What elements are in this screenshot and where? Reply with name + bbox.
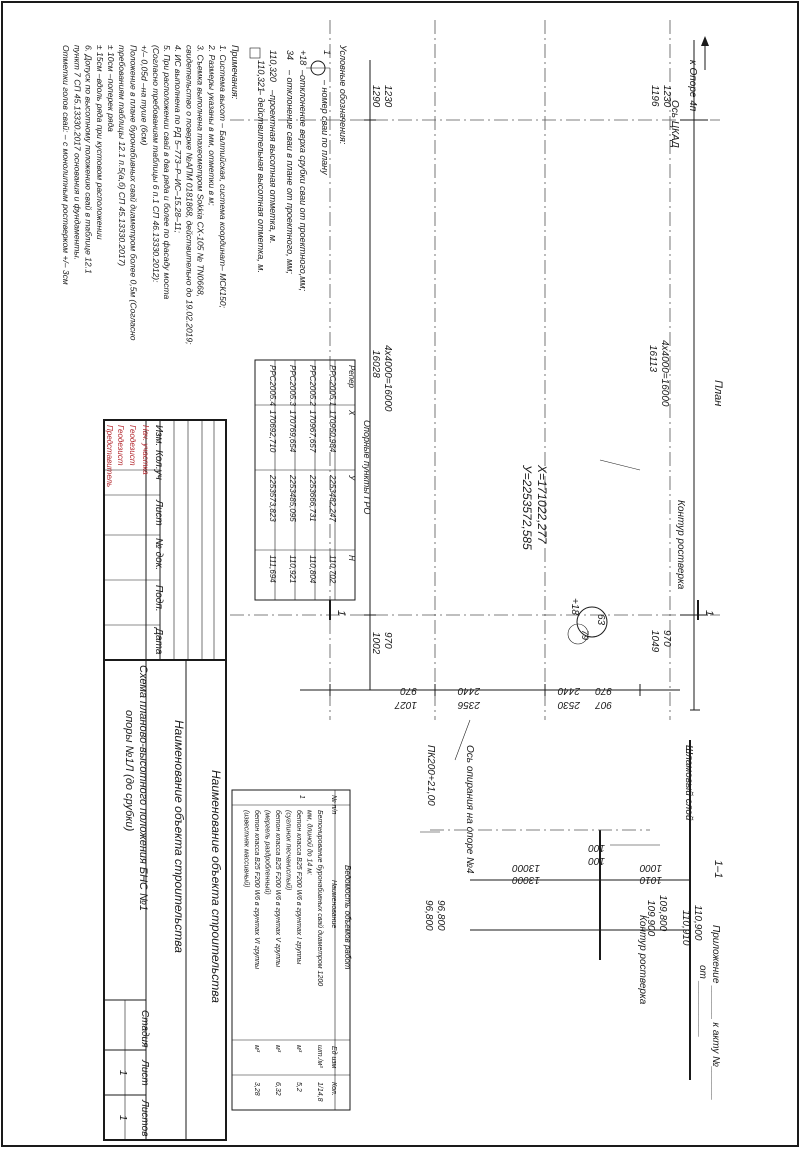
notes-lines bbox=[61, 44, 228, 345]
dimension-value: 2440 bbox=[557, 685, 580, 696]
table-cell: 170950,984 bbox=[328, 410, 337, 453]
works-line: (известняк массивный) bbox=[242, 810, 250, 888]
elevation-mid-act: 109,900 bbox=[645, 900, 656, 937]
elevation-bot-act: 96,800 bbox=[423, 900, 434, 931]
sheets-label: Листов bbox=[139, 1100, 150, 1137]
table-cell: 110,921 bbox=[288, 555, 297, 584]
table-cell: 2253573,823 bbox=[268, 475, 277, 522]
legend-symbol: 34 bbox=[285, 50, 295, 61]
table-cell: РРС2005.1 bbox=[328, 365, 337, 406]
note-line: требованиям таблицы 12.1 п.5(а,б) СП 45.13330.2017) bbox=[117, 45, 128, 267]
works-line: (мергель раздробленный) bbox=[263, 810, 271, 895]
dim-span-bot: 4х4000=16000 bbox=[382, 345, 393, 412]
works-qty: 3,28 bbox=[253, 1082, 260, 1096]
stamp-header: Изм. bbox=[153, 425, 164, 447]
section-title: 1–1 bbox=[712, 860, 724, 879]
legend-header: Условные обозначения: bbox=[338, 45, 348, 145]
works-line: мм, длиной до 14 м: bbox=[305, 810, 313, 875]
direction-arrow bbox=[701, 36, 709, 46]
elevation-top-proj: 110,900 bbox=[692, 905, 703, 941]
sheet-label: Лист bbox=[139, 1060, 150, 1086]
pk-label: ПК200+21,00 bbox=[425, 745, 436, 806]
legend-text: – отклонение сваи в плане от проектного, мм; bbox=[285, 70, 295, 274]
table-header: № п/п bbox=[330, 795, 337, 815]
table-cell: РРС2005.3 bbox=[288, 365, 297, 406]
title-block-frame bbox=[104, 420, 226, 1140]
axis-tsk-label: Ось ЦКАД bbox=[669, 100, 680, 148]
works-line: бетон класса В25 F200 W6 в грунтах I группы bbox=[295, 810, 302, 965]
legend-symbol: 110,320 bbox=[268, 50, 278, 82]
stamp-role: Представитель bbox=[105, 425, 114, 488]
title-block bbox=[104, 420, 226, 1140]
table-cell: РРС2005.4 bbox=[268, 365, 277, 406]
dim-span-bot-actual: 16028 bbox=[370, 350, 381, 378]
dimension-value: 907 bbox=[595, 699, 612, 710]
notes-header: Примечания: bbox=[230, 45, 240, 100]
legend-symbol: 1 bbox=[322, 50, 332, 56]
leader-line bbox=[600, 460, 640, 470]
coordinate-x: Х=171022,277 bbox=[535, 465, 549, 544]
table-cell: 2253485,095 bbox=[288, 475, 297, 522]
note-line: 6. Допуск по высотному положению свай в таблице 12.1 bbox=[83, 45, 94, 274]
table-header: Х bbox=[347, 410, 356, 416]
table-header: Наименование bbox=[330, 880, 337, 929]
sheet-value: 1 bbox=[117, 1070, 128, 1076]
stamp-role: Геодезист bbox=[116, 425, 125, 466]
works-unit: шт./м³ bbox=[316, 1045, 323, 1068]
dimension-value: 1230 bbox=[382, 85, 393, 108]
contour-label: Контур ростверка bbox=[675, 500, 686, 590]
legend-text: –проектная высотная отметка, м. bbox=[268, 90, 278, 244]
support-axis-label: Ось опирания на опоре №4 bbox=[464, 745, 475, 874]
sheets-value: 1 bbox=[117, 1115, 128, 1121]
appendix-from: от __________ bbox=[697, 965, 708, 1038]
pile-plan-deviation: 79 bbox=[580, 630, 590, 641]
dimension-value: 1230 bbox=[661, 85, 672, 108]
dimension-value: 100 bbox=[588, 842, 605, 853]
dimension-value: 1049 bbox=[649, 630, 660, 653]
note-line: (Согласно требованиям таблицы 6 п.1 СП 46.13330.2012): bbox=[150, 45, 161, 283]
works-table bbox=[232, 790, 352, 1110]
legend-symbol: 110,321 bbox=[256, 60, 266, 92]
reference-table bbox=[255, 360, 372, 600]
silt-layer-label: Шламовый слой bbox=[683, 745, 694, 821]
works-qty: 6,32 bbox=[274, 1082, 281, 1096]
note-line: 4. ИС выполнена по РД 5–773–Р–ИС–15.28–11; bbox=[173, 45, 184, 233]
table-cell: 170692,710 bbox=[268, 410, 277, 453]
appendix-text: Приложение ______ к акту №______ bbox=[710, 925, 721, 1101]
works-unit: м³ bbox=[253, 1045, 260, 1053]
pile-number: 63 bbox=[595, 614, 606, 626]
works-line: (суглинок песчанистый) bbox=[284, 810, 292, 891]
works-line: бетон класса В25 F200 W6 в грунтах VI группы bbox=[253, 810, 260, 970]
dimension-value: 2530 bbox=[557, 699, 580, 710]
section-mark-label: 1 bbox=[703, 610, 715, 617]
dim-span-top: 4х4000=16000 bbox=[659, 340, 670, 407]
table-cell: 1 bbox=[298, 795, 305, 799]
table-cell: РРС2005.2 bbox=[308, 365, 317, 406]
elevation-mid-proj: 109,800 bbox=[657, 895, 668, 932]
table-header: Н bbox=[347, 555, 356, 561]
legend-symbol: +18 bbox=[298, 50, 308, 66]
stamp-header: Подп. bbox=[153, 585, 164, 612]
stage-label: Стадия bbox=[139, 1010, 150, 1048]
works-line: Бетонирование буронабивных свай диаметром 1200 bbox=[316, 810, 323, 987]
table-cell: 110,804 bbox=[308, 555, 317, 584]
legend-text: – номер сваи по плану bbox=[320, 80, 330, 175]
dimension-value: 2440 bbox=[457, 685, 480, 696]
works-lines bbox=[243, 810, 325, 1102]
elevation-top-act: 110,910 bbox=[680, 910, 691, 946]
legend-text: –отклонение верха срубки сваи от проектного,мм; bbox=[298, 70, 308, 292]
elevation-bot-proj: 96,800 bbox=[435, 900, 446, 931]
coordinate-y: У=2253572,585 bbox=[520, 465, 534, 550]
note-line: ± 10см –поперек ряда bbox=[106, 45, 116, 132]
table-cell: 2253482,247 bbox=[328, 475, 337, 522]
stamp-header: Дата bbox=[153, 628, 164, 655]
object-name: Наименование объекта строительства bbox=[209, 770, 223, 1003]
works-line: бетон класса В25 F200 W6 в грунтах V группы bbox=[274, 810, 281, 968]
object-name: Наименование объекта строительства bbox=[172, 720, 186, 953]
pile-deviation: +18 bbox=[569, 598, 580, 615]
note-line: Отметки голов свай: – с монолитным ростверком +/– 3см bbox=[61, 45, 72, 285]
dimension-value: 1010 bbox=[639, 874, 662, 885]
table-cell: 170769,654 bbox=[288, 410, 297, 453]
table-header: Кол. bbox=[330, 1082, 337, 1096]
dimension-value: 13000 bbox=[512, 874, 540, 885]
dimension-value: 970 bbox=[595, 685, 612, 696]
stamp-header: Кол.уч bbox=[153, 450, 164, 480]
notes bbox=[61, 44, 240, 345]
dimension-value: 1027 bbox=[394, 699, 417, 710]
table-header: У bbox=[347, 475, 356, 481]
legend bbox=[250, 44, 348, 292]
dimension-value: 1002 bbox=[370, 632, 381, 655]
works-unit: м³ bbox=[274, 1045, 281, 1053]
legend-text: – действительная высотная отметка, м. bbox=[256, 90, 266, 273]
note-line: 5. При расположении свай в два ряда и более по фасаду моста bbox=[162, 45, 172, 300]
stamp-header: № док. bbox=[153, 538, 164, 571]
table-header: Репер bbox=[347, 365, 356, 388]
works-qty: 5,2 bbox=[295, 1082, 302, 1092]
note-line: 2. Размеры указаны в мм, отметки в м; bbox=[206, 45, 217, 206]
dim-span-top-actual: 16113 bbox=[647, 345, 658, 373]
note-line: пункт 7 СП 45.13330.2017 основания и фундаменты. bbox=[72, 45, 83, 260]
note-line: Положение в плане буронабивных свай диаметром более 0,5м (Согласно bbox=[128, 45, 139, 341]
dimension-value: 2356 bbox=[457, 699, 480, 710]
dimension-value: 100 bbox=[588, 855, 605, 866]
dimension-value: 1290 bbox=[370, 85, 381, 108]
works-unit: м³ bbox=[295, 1045, 302, 1053]
table-title: Ведомость объемов работ bbox=[343, 865, 352, 970]
document-title: опоры №1Л (до срубки) bbox=[123, 710, 135, 832]
triangle-symbol bbox=[250, 48, 260, 58]
table-cell: 170967,657 bbox=[308, 410, 317, 453]
table-title: Опорные пункты ГРО bbox=[362, 420, 372, 515]
to-support-label: к Опоре 4п bbox=[687, 60, 698, 112]
stamp-role: Геодезист bbox=[128, 425, 137, 466]
dimension-value: 970 bbox=[400, 685, 417, 696]
section-mark-label: 1 bbox=[335, 610, 347, 617]
plan-title: План bbox=[712, 380, 724, 407]
dimension-value: 970 bbox=[661, 630, 672, 647]
table-cell: 110,702 bbox=[328, 555, 337, 584]
table-cell: 2253666,731 bbox=[308, 475, 317, 522]
dimension-value: 1196 bbox=[649, 85, 660, 107]
works-qty: 1/14,8 bbox=[316, 1082, 323, 1102]
table-header: Ед изм bbox=[330, 1046, 337, 1069]
dimension-value: 13000 bbox=[512, 862, 540, 873]
stamp-role: Нач. участка bbox=[141, 425, 150, 475]
note-line: +/– 0,05d –на туше (6см) bbox=[139, 45, 150, 146]
contour-label: Контур ростверка bbox=[637, 915, 648, 1005]
stamp-header: Лист bbox=[153, 500, 164, 526]
note-line: 3. Съемка выполнена тахеометром Sokkia CX-105 № ТN0668, bbox=[195, 45, 206, 297]
document-title: Схема планово-высотного положения БНС №1 bbox=[137, 665, 149, 912]
dimension-value: 1000 bbox=[639, 862, 662, 873]
table-cell: 111,694 bbox=[268, 555, 277, 583]
note-line: свидетельство о поверке №АПМ 0181868, действительно до 19.02.2019; bbox=[184, 45, 195, 345]
table-cells bbox=[268, 365, 356, 584]
dimension-value: 970 bbox=[382, 632, 393, 649]
note-line: ± 15см –вдоль ряда при кустовом расположении bbox=[94, 45, 105, 240]
note-line: 1. Система высот – Балтийская, система координат– МСК150; bbox=[218, 45, 228, 308]
